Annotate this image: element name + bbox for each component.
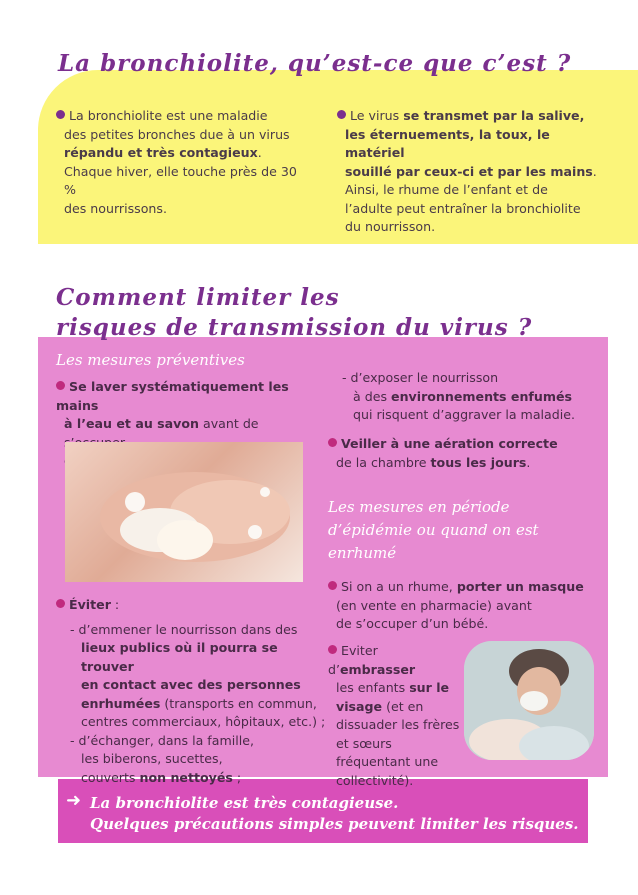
text-line: ; [232, 769, 242, 785]
masked-adult-baby-photo [464, 641, 594, 760]
text-line: La bronchiolite est une maladie [69, 108, 268, 123]
mask-item [328, 578, 598, 634]
bullet-icon [56, 110, 65, 119]
text-line: collectivité). [336, 772, 414, 788]
avoid-item [56, 596, 326, 787]
kiss-item [328, 642, 468, 790]
text-line: Chaque hiver, elle touche près de 30 % [64, 163, 297, 197]
bold-text: lieux publics où il pourra se trouver [81, 640, 278, 674]
bold-text: embrasser [340, 661, 416, 677]
bold-text: tous les jours [430, 454, 527, 470]
section-title-bronchiolite: La bronchiolite, qu’est-ce que c’est ? [58, 50, 572, 77]
text-line: fréquentant une [336, 754, 439, 769]
text-line: centres commerciaux, hôpitaux, etc.) ; [81, 714, 326, 729]
text-line: (en vente en pharmacie) avant [336, 597, 532, 613]
text-line: à des [353, 388, 392, 404]
text-line: (et en [382, 698, 424, 714]
subtitle-line: d’épidémie ou quand on est [328, 521, 539, 539]
subtitle-line: enrhumé [328, 544, 397, 562]
bold-text: environnements enfumés [391, 388, 573, 404]
text-line: du nourrisson. [345, 219, 436, 234]
bullet-icon [328, 645, 337, 654]
bold-text: à l’eau et au savon [64, 416, 199, 431]
bullet-icon [328, 581, 337, 590]
bold-text: sur le [409, 680, 450, 695]
text-line: de la chambre [336, 454, 431, 470]
text-line: . [526, 454, 531, 470]
bold-text: non nettoyés [139, 769, 233, 785]
text-line: dissuader les frères [336, 717, 460, 732]
handwashing-photo [65, 442, 303, 582]
aeration-item [328, 435, 598, 472]
text-line: Le virus [350, 108, 404, 123]
text-line: couverts [81, 769, 140, 785]
footer-line: La bronchiolite est très contagieuse. [90, 794, 399, 812]
title-line: Comment limiter les [56, 284, 340, 311]
text-line: : [110, 597, 120, 612]
bold-text: répandu et très contagieux [64, 145, 258, 160]
bold-text: porter un masque [456, 579, 584, 594]
bold-text: Se laver systématiquement les mains [56, 379, 289, 413]
bullet-icon [56, 599, 65, 608]
bullet-icon [56, 381, 65, 390]
text-line: Eviter d’ [328, 643, 378, 677]
expose-item [342, 369, 602, 425]
text-line: . [592, 163, 597, 179]
text-line: (transports en commun, [160, 695, 317, 711]
intro-left-text [56, 107, 306, 218]
epidemic-subtitle [328, 496, 539, 565]
text-line: avant de [203, 416, 259, 431]
text-line: . [257, 145, 262, 160]
text-line: Si on a un rhume, [341, 579, 457, 594]
handwashing-illustration [65, 442, 303, 582]
bold-text: Éviter [69, 597, 111, 612]
text-line: - d’échanger, dans la famille, [70, 732, 254, 748]
section-title-transmission [56, 283, 532, 343]
arrow-icon: ➜ [66, 790, 82, 811]
text-line: les biberons, sucettes, [81, 751, 223, 766]
text-line: des nourrissons. [64, 200, 167, 216]
intro-right-text [337, 107, 607, 237]
text-line: les enfants [336, 680, 410, 695]
bold-text: Veiller à une aération correcte [341, 436, 558, 451]
text-line: et sœurs [336, 735, 392, 751]
footer-message [90, 793, 579, 835]
bold-text: souillé par ceux-ci et par les mains [345, 163, 593, 179]
text-line: l’adulte peut entraîner la bronchiolite [345, 200, 581, 216]
text-line: - d’exposer le nourrisson [342, 370, 499, 385]
bold-text: les éternuements, la toux, le matériel [345, 126, 550, 160]
bold-text: visage [336, 698, 383, 714]
text-line: qui risquent d’aggraver la maladie. [353, 407, 576, 422]
bold-text: en contact avec des personnes [81, 677, 301, 692]
preventive-subtitle: Les mesures préventives [56, 351, 245, 369]
footer-line: Quelques précautions simples peuvent limiter les risques. [90, 815, 579, 833]
bullet-icon [337, 110, 346, 119]
bold-text: enrhumées [81, 695, 161, 711]
text-line: de s’occuper d’un bébé. [336, 616, 489, 631]
masked-adult-illustration [464, 641, 594, 760]
text-line: Ainsi, le rhume de l’enfant et de [345, 182, 548, 197]
text-line: des petites bronches due à un virus [64, 126, 290, 142]
bullet-icon [328, 438, 337, 447]
subtitle-line: Les mesures en période [328, 498, 510, 516]
title-line: risques de transmission du virus ? [56, 314, 533, 341]
text-line: - d’emmener le nourrisson dans des [70, 621, 298, 637]
bold-text: se transmet par la salive, [403, 108, 585, 123]
